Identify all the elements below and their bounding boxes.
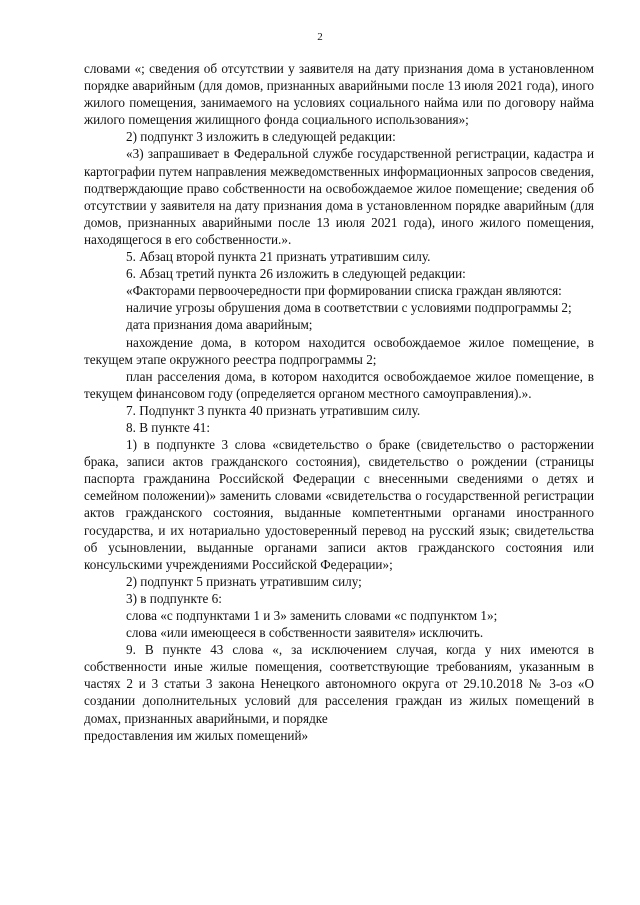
paragraph: слова «с подпунктами 1 и 3» заменить словами «с подпунктом 1»; <box>126 608 498 623</box>
paragraph: нахождение дома, в котором находится освобождаемое жилое помещение, в текущем этапе окружного реестра подпрограммы 2; <box>84 334 594 367</box>
paragraph: 5. Абзац второй пункта 21 признать утратившим силу. <box>126 249 431 265</box>
paragraph: 7. Подпункт 3 пункта 40 признать утратившим силу. <box>126 402 421 418</box>
paragraph: 8. В пункте 41: <box>126 419 210 435</box>
paragraph: словами «; сведения об отсутствии у заявителя на дату признания дома в установленном порядке аварийным (для домов, признанных аварийными после 13 июля 2021 года), иного жилого помещения, занимаемого на условиях социального найма или по договору найма жилого помещения жилищного фонда социального использования»; <box>84 61 594 128</box>
document-body <box>84 60 594 744</box>
paragraph: слова «или имеющееся в собственности заявителя» исключить. <box>126 625 484 641</box>
paragraph: 2) подпункт 3 изложить в следующей редакции: <box>126 129 396 145</box>
paragraph: «3) запрашивает в Федеральной службе государственной регистрации, кадастра и картографии путем направления межведомственных информационных запросов сведения, подтверждающие право собственности на освобождаемое жилое помещение; сведения об отсутствии у заявителя на дату признания дома в установленном порядке аварийным (для домов, признанных аварийными после 13 июля 2021 года), иного жилого помещения, находящегося в его собственности.». <box>84 146 594 247</box>
paragraph: «Факторами первоочередности при формировании списка граждан являются: <box>126 283 562 299</box>
paragraph-cut-off: предоставления им жилых помещений» <box>84 727 309 743</box>
paragraph: наличие угрозы обрушения дома в соответствии с условиями подпрограммы 2; <box>126 300 572 316</box>
paragraph: 1) в подпункте 3 слова «свидетельство о браке (свидетельство о расторжении брака, записи актов гражданского состояния), свидетельство о рождении (страницы паспорта гражданина Российской Федерации с внесенными сведениями о детях и семейном положении)» заменить словами «свидетельства о государственной регистрации актов гражданского состояния, выданные компетентными органами иностранного государства, и их нотариально удостоверенный перевод на русский язык; свидетельства об усыновлении, выданные органами записи актов гражданского состояния или консульскими учреждениями Российской Федерации»; <box>84 437 594 572</box>
paragraph: 9. В пункте 43 слова «, за исключением случая, когда у них имеются в собственности иные жилые помещения, соответствующие требованиям, указанным в частях 2 и 3 статьи 3 закона Ненецкого автономного округа от 29.10.2018 № 3-оз «О создании дополнительных условий для расселения граждан из жилых помещений в домах, признанных аварийными, и порядке <box>84 642 594 726</box>
paragraph: 3) в подпункте 6: <box>126 590 222 606</box>
paragraph: план расселения дома, в котором находится освобождаемое жилое помещение, в текущем финансовом году (определяется органом местного самоуправления).». <box>84 368 594 401</box>
paragraph: дата признания дома аварийным; <box>126 317 313 333</box>
paragraph: 6. Абзац третий пункта 26 изложить в следующей редакции: <box>126 266 466 282</box>
page-number: 2 <box>317 31 323 43</box>
paragraph: 2) подпункт 5 признать утратившим силу; <box>126 573 362 589</box>
